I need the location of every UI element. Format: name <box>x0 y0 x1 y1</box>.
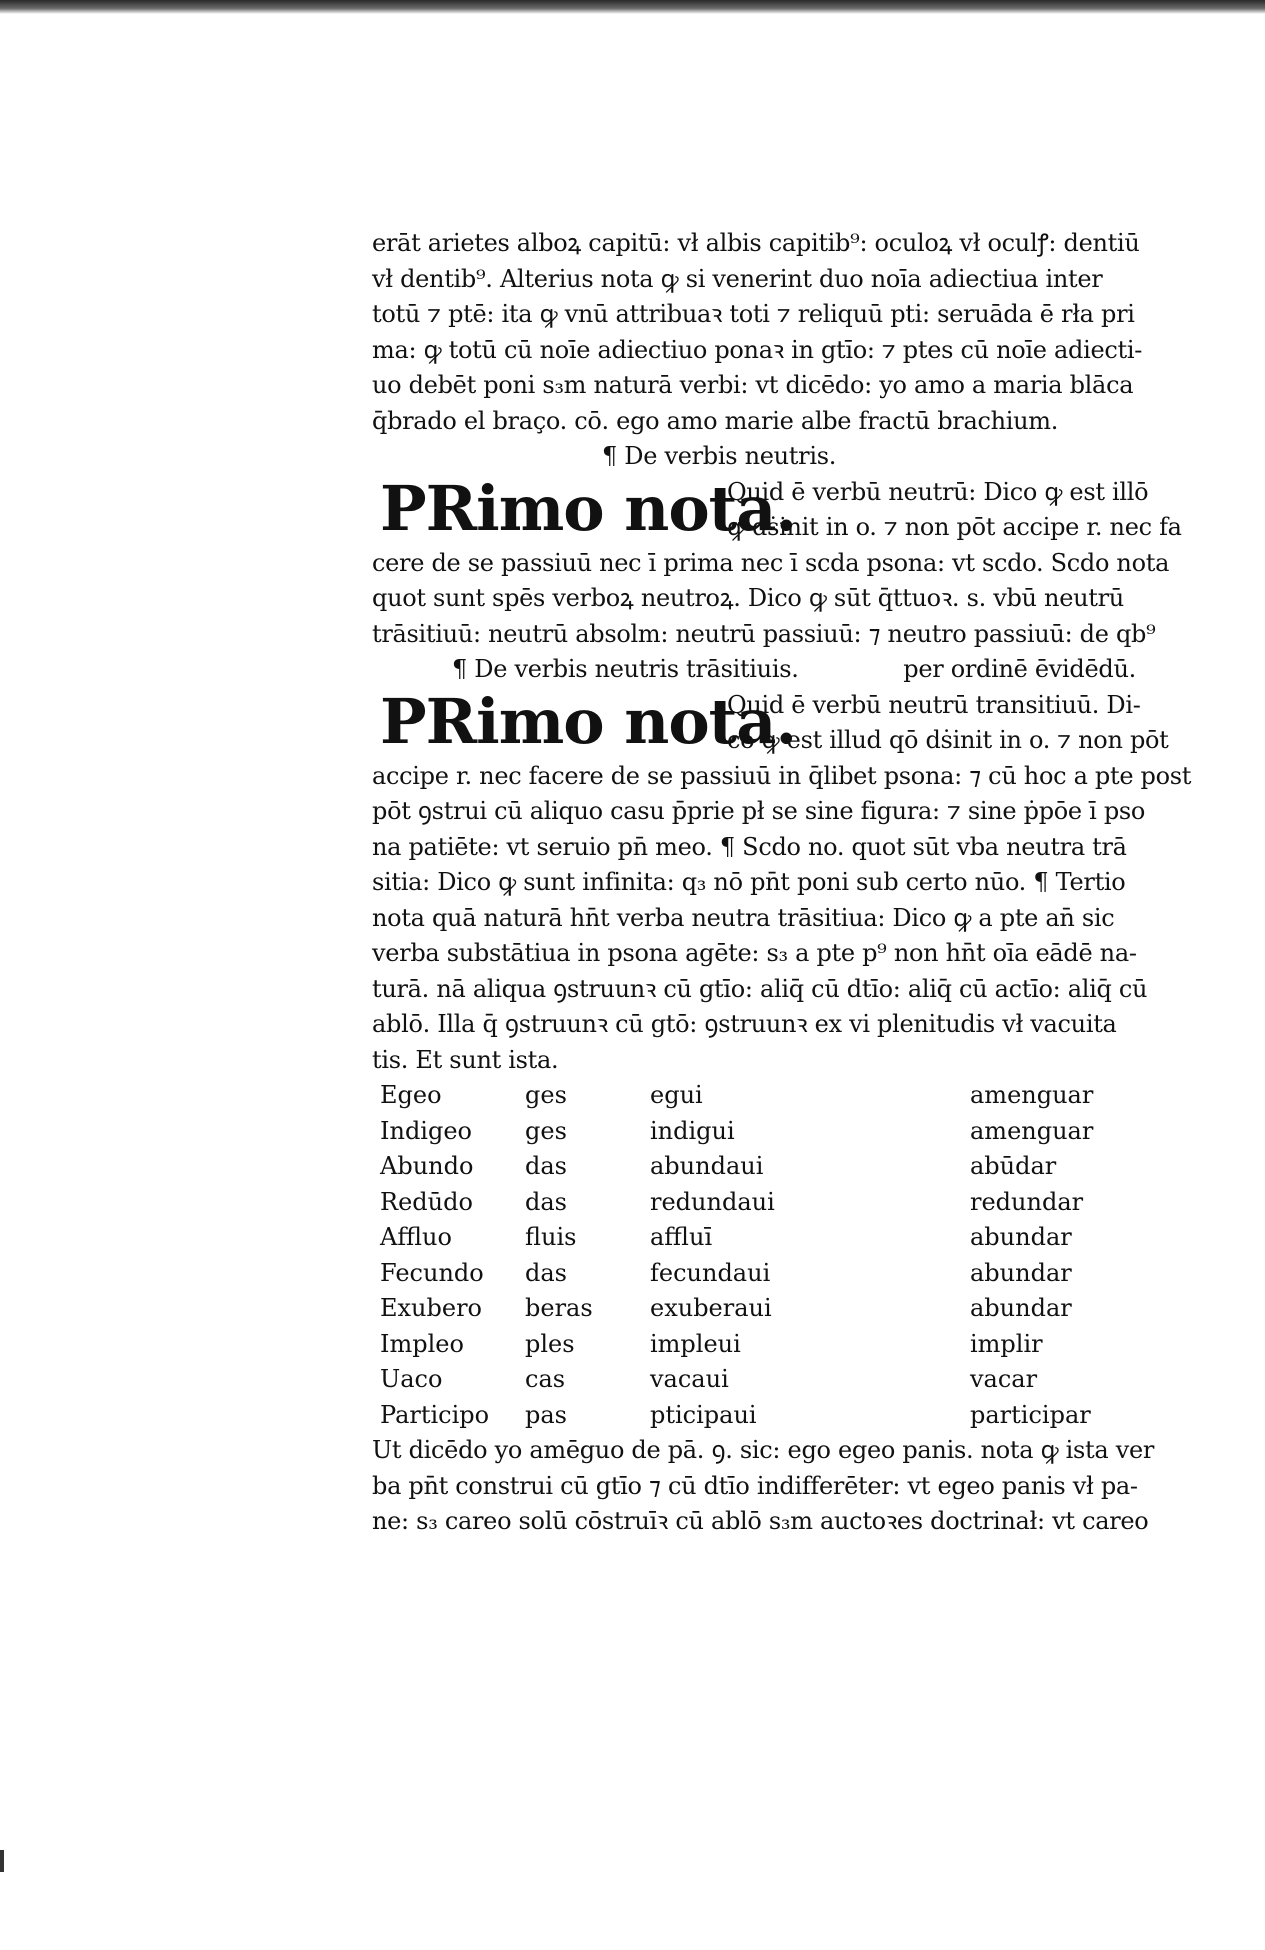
drop-heading: PRimo nota. <box>380 471 797 545</box>
verb-perfect: vacaui <box>650 1365 729 1393</box>
text-line: Quid ē verbū neutrū: Dico ꝙ est illō <box>727 477 1149 506</box>
verb-ending: ges <box>525 1116 567 1145</box>
verb-ending: das <box>525 1187 567 1216</box>
verb-gloss: amenguar <box>970 1081 1094 1109</box>
verb-gloss: abundar <box>970 1294 1072 1322</box>
verb-ending: fluis <box>525 1223 577 1251</box>
verb-lemma: Egeo <box>380 1081 442 1109</box>
verb-gloss: abundar <box>970 1223 1072 1251</box>
text-line: verba substātiua in psona agēte: s₃ a pte p⁹ non hn̄t oīa eādē na- <box>372 939 1137 967</box>
paragraph-bottom <box>372 1433 1232 1540</box>
verb-gloss: participar <box>970 1400 1091 1429</box>
verb-row <box>380 1291 1140 1327</box>
verb-row <box>380 1220 1140 1256</box>
verb-ending: beras <box>525 1294 593 1322</box>
text-line: sitia: Dico ꝙ sunt infinita: q₃ nō pn̄t poni sub certo nūo. ¶ Tertio <box>372 868 1126 896</box>
text-line: vł dentib⁹. Alterius nota ꝙ si venerint duo noīa adiectiua inter <box>372 264 1103 293</box>
verb-lemma: Participo <box>380 1400 490 1429</box>
verb-gloss: abundar <box>970 1258 1072 1287</box>
verb-lemma: Abundo <box>380 1152 474 1180</box>
verb-lemma: Impleo <box>380 1329 464 1358</box>
text-line: ne: s₃ careo solū cōstruīꝛ cū ablō s₃m auctoꝛes doctrinał: vt careo <box>372 1507 1149 1535</box>
verb-gloss: abūdar <box>970 1152 1057 1180</box>
verb-ending: pas <box>525 1400 567 1429</box>
verb-ending: das <box>525 1152 567 1180</box>
text-line: nota quā naturā hn̄t verba neutra trāsitiua: Dico ꝙ a pte an̄ sic <box>372 903 1115 932</box>
text-line: totū ⁊ ptē: ita ꝙ vnū attribuaꝛ toti ⁊ reliquū pti: seruāda ē rła pri <box>372 300 1135 328</box>
verb-gloss: vacar <box>970 1365 1038 1393</box>
section-opening <box>372 684 1232 759</box>
text-line: ba pn̄t construi cū gtīo ⁊ cū dtīo indifferēter: vt egeo panis vł pa- <box>372 1471 1138 1500</box>
text-line: tis. Et sunt ista. <box>372 1045 559 1074</box>
section-heading: ¶ De verbis neutris. <box>602 442 837 470</box>
scan-edge-mark <box>0 1850 4 1872</box>
text-line: ma: ꝙ totū cū noīe adiectiuo ponaꝛ in gtīo: ⁊ ptes cū noīe adiecti- <box>372 335 1143 364</box>
text-line: ablō. Illa q̄ ꝯstruunꝛ cū gtō: ꝯstruunꝛ ex vi plenitudis vł vacuita <box>372 1010 1117 1038</box>
drop-heading: PRimo nota. <box>380 684 797 758</box>
verb-ending: das <box>525 1258 567 1287</box>
heading-text: ¶ De verbis neutris trāsitiuis. <box>452 655 799 683</box>
document-page <box>372 226 1232 1540</box>
verb-gloss: implir <box>970 1329 1043 1358</box>
verb-perfect: indigui <box>650 1116 735 1145</box>
verb-row <box>380 1078 1140 1114</box>
verb-ending: ges <box>525 1081 567 1109</box>
verb-perfect: fecundaui <box>650 1258 771 1287</box>
verb-row <box>380 1114 1140 1150</box>
paragraph-top <box>372 226 1232 439</box>
verb-perfect: abundaui <box>650 1152 764 1180</box>
section-opening <box>372 471 1232 546</box>
text-line: Ut dicēdo yo amēguo de pā. ꝯ. sic: ego egeo panis. nota ꝙ ista ver <box>372 1436 1155 1464</box>
verb-row <box>380 1149 1140 1185</box>
drop-side-text <box>727 688 1169 759</box>
verb-row <box>380 1327 1140 1363</box>
verb-lemma: Exubero <box>380 1294 482 1322</box>
verb-ending: ples <box>525 1329 575 1358</box>
verb-row <box>380 1256 1140 1292</box>
verb-gloss: redundar <box>970 1187 1084 1216</box>
verb-lemma: Uaco <box>380 1365 443 1393</box>
paragraph <box>372 546 1232 653</box>
text-line: quot sunt spēs verboꝝ neutroꝝ. Dico ꝙ sūt q̄ttuoꝛ. s. vbū neutrū <box>372 584 1124 612</box>
scan-top-edge <box>0 0 1265 14</box>
text-line: ꝙ dṡinit in o. ⁊ non pōt accipe r. nec fa <box>727 513 1182 541</box>
verb-perfect: impleui <box>650 1329 741 1358</box>
text-line: cere de se passiuū nec ī prima nec ī scda psona: vt scdo. Scdo nota <box>372 548 1170 577</box>
verb-perfect: pticipaui <box>650 1400 757 1429</box>
verb-list <box>380 1078 1140 1433</box>
verb-gloss: amenguar <box>970 1116 1094 1145</box>
text-line: trāsitiuū: neutrū absolm: neutrū passiuū: ⁊ neutro passiuū: de qb⁹ <box>372 619 1156 648</box>
text-line: q̄brado el braço. cō. ego amo marie albe fractū brachium. <box>372 406 1059 435</box>
verb-lemma: Redūdo <box>380 1187 473 1216</box>
verb-perfect: redundaui <box>650 1187 775 1216</box>
verb-perfect: affluī <box>650 1223 713 1251</box>
verb-lemma: Fecundo <box>380 1258 484 1287</box>
text-line: uo debēt poni s₃m naturā verbi: vt dicēdo: yo amo a maria blāca <box>372 371 1134 399</box>
text-line: Quid ē verbū neutrū transitiuū. Di- <box>727 690 1141 719</box>
text-line: co ꝙ est illud qō dṡinit in o. ⁊ non pōt <box>727 726 1169 754</box>
text-line: erāt arietes alboꝝ capitū: vł albis capitib⁹: oculoꝝ vł oculꝭ: dentiū <box>372 229 1140 257</box>
paragraph <box>372 759 1232 1079</box>
drop-side-text <box>727 475 1182 546</box>
verb-lemma: Affluo <box>380 1223 452 1251</box>
verb-lemma: Indigeo <box>380 1116 472 1145</box>
verb-row <box>380 1362 1140 1398</box>
text-line: pōt ꝯstrui cū aliquo casu p̄prie pł se sine figura: ⁊ sine ṗpōe ī pso <box>372 797 1146 825</box>
verb-row <box>380 1185 1140 1221</box>
verb-ending: cas <box>525 1365 566 1393</box>
verb-perfect: exuberaui <box>650 1294 772 1322</box>
text-line: turā. nā aliqua ꝯstruunꝛ cū gtīo: aliq̄ cū dtīo: aliq̄ cū actīo: aliq̄ cū <box>372 974 1148 1003</box>
text-line: accipe r. nec facere de se passiuū in q̄libet psona: ⁊ cū hoc a pte post <box>372 761 1192 790</box>
heading-tail: per ordinē ēvidēdū. <box>903 655 1136 683</box>
verb-perfect: egui <box>650 1081 703 1109</box>
verb-row <box>380 1398 1140 1434</box>
text-line: na patiēte: vt seruio pn̄ meo. ¶ Scdo no. quot sūt vba neutra trā <box>372 832 1127 861</box>
